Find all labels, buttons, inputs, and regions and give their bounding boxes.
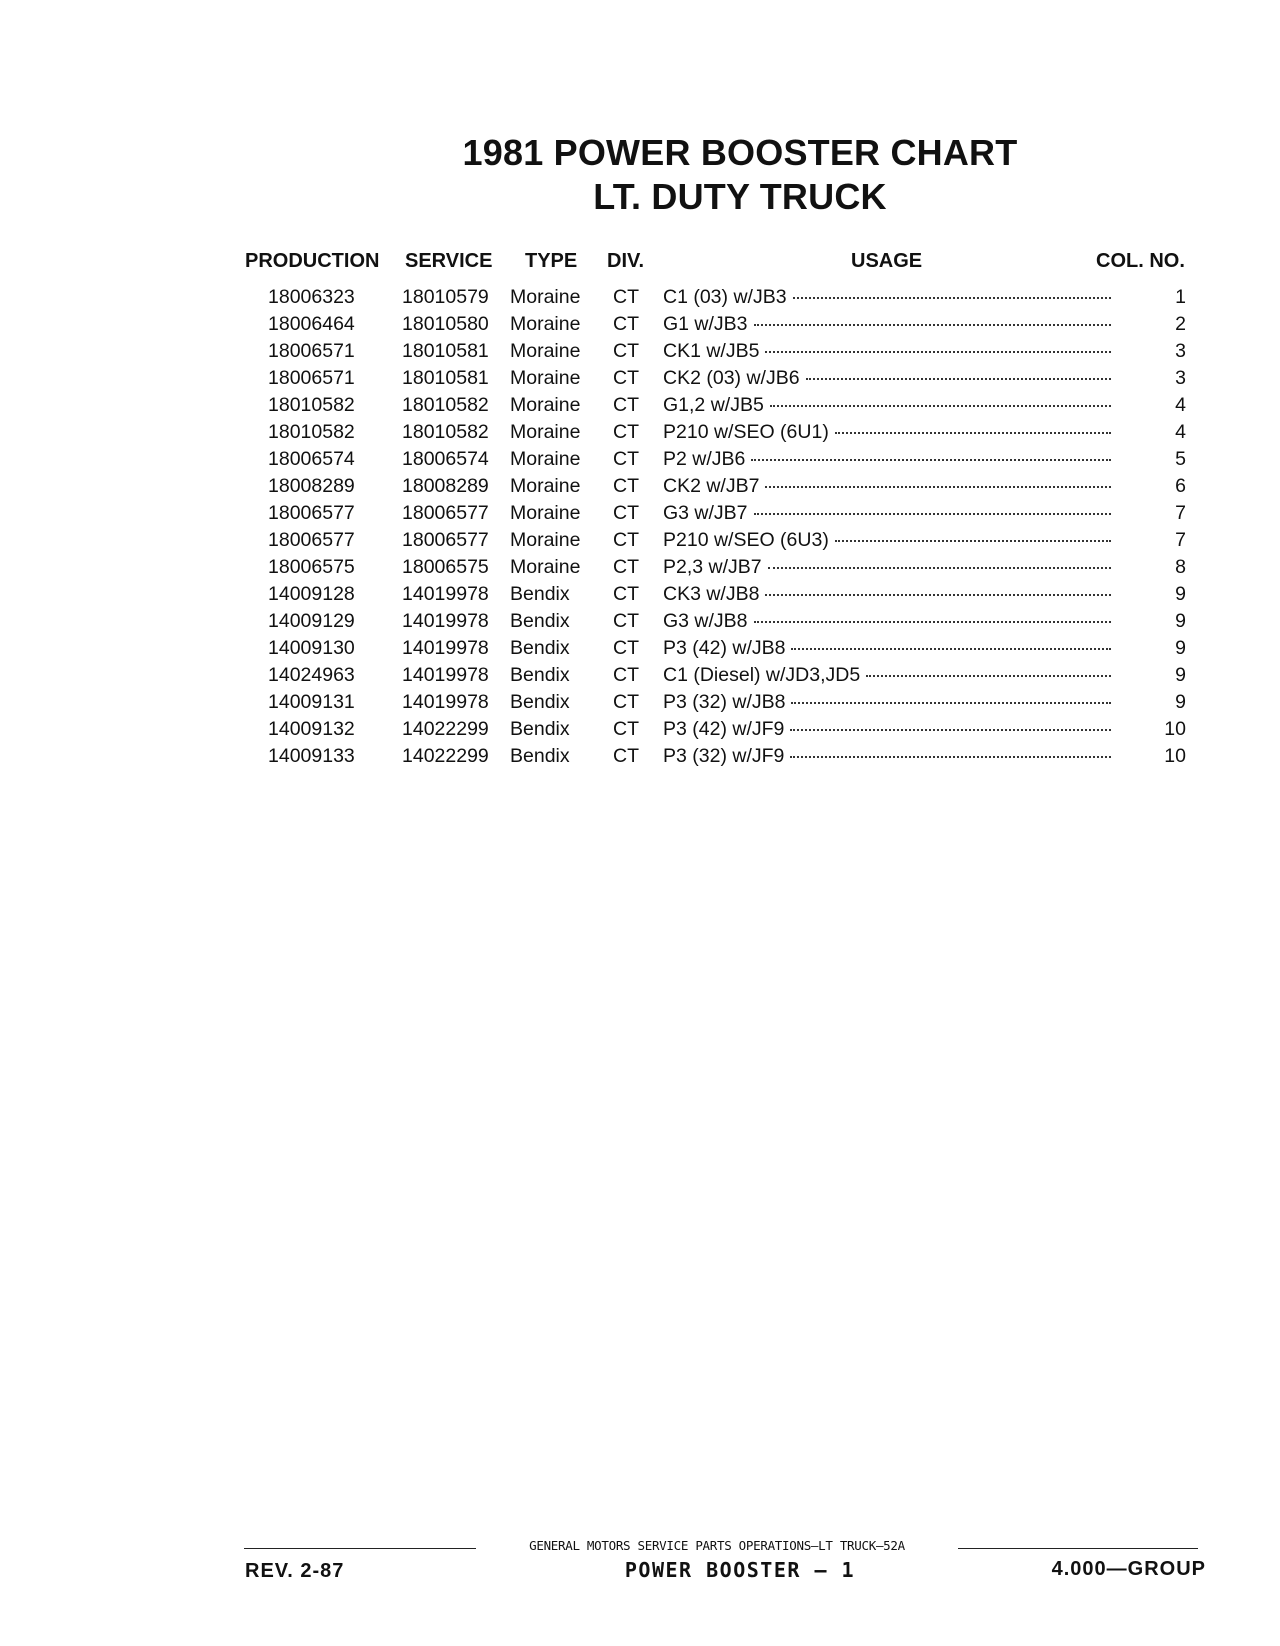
division: CT	[613, 691, 639, 713]
dot-leader	[754, 513, 1111, 515]
dot-leader	[765, 351, 1111, 353]
booster-type: Bendix	[510, 637, 570, 659]
production-number: 18006577	[268, 529, 355, 551]
dot-leader	[793, 297, 1111, 299]
header-div: DIV.	[607, 250, 645, 272]
service-number: 14019978	[402, 637, 489, 659]
table-row	[0, 608, 1280, 635]
booster-type: Bendix	[510, 664, 570, 686]
division: CT	[613, 286, 639, 308]
usage-text: P3 (42) w/JB8	[663, 637, 786, 659]
production-number: 18010582	[268, 394, 355, 416]
usage-text: CK3 w/JB8	[663, 583, 760, 605]
usage-cell	[663, 284, 1113, 311]
usage-text: P3 (32) w/JF9	[663, 745, 785, 767]
division: CT	[613, 718, 639, 740]
service-number: 18010582	[402, 394, 489, 416]
production-number: 14009128	[268, 583, 355, 605]
service-number: 18010580	[402, 313, 489, 335]
dot-leader	[866, 675, 1111, 677]
table-row	[0, 284, 1280, 311]
booster-type: Moraine	[510, 502, 581, 524]
column-number: 9	[1175, 637, 1186, 659]
division: CT	[613, 502, 639, 524]
column-number: 2	[1175, 313, 1186, 335]
dot-leader	[791, 702, 1111, 704]
column-number: 10	[1164, 745, 1186, 767]
usage-cell	[663, 446, 1113, 473]
usage-cell	[663, 662, 1113, 689]
usage-text: P2,3 w/JB7	[663, 556, 762, 578]
service-number: 18008289	[402, 475, 489, 497]
dot-leader	[765, 594, 1111, 596]
table-row	[0, 500, 1280, 527]
service-number: 18010581	[402, 340, 489, 362]
usage-text: P210 w/SEO (6U1)	[663, 421, 829, 443]
column-number: 9	[1175, 664, 1186, 686]
chart-title: 1981 POWER BOOSTER CHART	[462, 132, 1018, 173]
column-number: 4	[1175, 394, 1186, 416]
service-number: 18006574	[402, 448, 489, 470]
usage-cell	[663, 419, 1113, 446]
booster-type: Moraine	[510, 367, 581, 389]
usage-text: CK1 w/JB5	[663, 340, 760, 362]
dot-leader	[770, 405, 1111, 407]
production-number: 14009129	[268, 610, 355, 632]
usage-cell	[663, 743, 1113, 770]
service-number: 18006575	[402, 556, 489, 578]
usage-text: P210 w/SEO (6U3)	[663, 529, 829, 551]
usage-cell	[663, 527, 1113, 554]
division: CT	[613, 556, 639, 578]
column-number: 1	[1175, 286, 1186, 308]
table-row	[0, 473, 1280, 500]
usage-text: C1 (Diesel) w/JD3,JD5	[663, 664, 861, 686]
production-number: 18006323	[268, 286, 355, 308]
production-number: 18006571	[268, 367, 355, 389]
table-row	[0, 554, 1280, 581]
table-row	[0, 689, 1280, 716]
division: CT	[613, 610, 639, 632]
usage-text: G3 w/JB7	[663, 502, 748, 524]
service-number: 18010581	[402, 367, 489, 389]
table-row	[0, 662, 1280, 689]
production-number: 18006575	[268, 556, 355, 578]
booster-type: Moraine	[510, 529, 581, 551]
table-row	[0, 527, 1280, 554]
booster-type: Moraine	[510, 313, 581, 335]
usage-text: G1 w/JB3	[663, 313, 748, 335]
table-row	[0, 419, 1280, 446]
division: CT	[613, 421, 639, 443]
service-number: 14022299	[402, 745, 489, 767]
usage-cell	[663, 338, 1113, 365]
booster-type: Moraine	[510, 394, 581, 416]
production-number: 18006577	[268, 502, 355, 524]
division: CT	[613, 529, 639, 551]
table-row	[0, 446, 1280, 473]
header-col-no: COL. NO.	[1096, 250, 1185, 272]
header-service: SERVICE	[405, 250, 493, 272]
usage-cell	[663, 554, 1113, 581]
production-number: 14009133	[268, 745, 355, 767]
dot-leader	[835, 432, 1111, 434]
column-number: 10	[1164, 718, 1186, 740]
production-number: 14009132	[268, 718, 355, 740]
production-number: 18006464	[268, 313, 355, 335]
production-number: 18006574	[268, 448, 355, 470]
dot-leader	[765, 486, 1111, 488]
booster-type: Bendix	[510, 745, 570, 767]
table-row	[0, 635, 1280, 662]
booster-type: Bendix	[510, 691, 570, 713]
usage-text: G1,2 w/JB5	[663, 394, 764, 416]
division: CT	[613, 745, 639, 767]
usage-text: CK2 (03) w/JB6	[663, 367, 800, 389]
header-type: TYPE	[525, 250, 578, 272]
parts-table	[0, 284, 1280, 770]
service-number: 14019978	[402, 610, 489, 632]
column-number: 7	[1175, 529, 1186, 551]
division: CT	[613, 664, 639, 686]
production-number: 18006571	[268, 340, 355, 362]
usage-text: C1 (03) w/JB3	[663, 286, 787, 308]
division: CT	[613, 637, 639, 659]
production-number: 14009131	[268, 691, 355, 713]
usage-cell	[663, 365, 1113, 392]
usage-cell	[663, 689, 1113, 716]
production-number: 18010582	[268, 421, 355, 443]
dot-leader	[754, 621, 1111, 623]
footer-section: POWER BOOSTER — 1	[624, 1558, 856, 1582]
usage-cell	[663, 635, 1113, 662]
service-number: 14019978	[402, 664, 489, 686]
production-number: 14009130	[268, 637, 355, 659]
usage-text: P3 (32) w/JB8	[663, 691, 786, 713]
column-number: 6	[1175, 475, 1186, 497]
column-number: 7	[1175, 502, 1186, 524]
service-number: 18006577	[402, 502, 489, 524]
booster-type: Bendix	[510, 583, 570, 605]
column-number: 3	[1175, 340, 1186, 362]
booster-type: Bendix	[510, 718, 570, 740]
service-number: 14019978	[402, 583, 489, 605]
dot-leader	[806, 378, 1111, 380]
column-number: 5	[1175, 448, 1186, 470]
booster-type: Moraine	[510, 340, 581, 362]
usage-text: CK2 w/JB7	[663, 475, 760, 497]
header-production: PRODUCTION	[245, 250, 380, 272]
usage-cell	[663, 473, 1113, 500]
footer-publisher: GENERAL MOTORS SERVICE PARTS OPERATIONS—LT TRUCK—52A	[529, 1538, 905, 1553]
header-usage: USAGE	[851, 250, 923, 272]
booster-type: Moraine	[510, 421, 581, 443]
table-row	[0, 311, 1280, 338]
footer-rule-left	[244, 1548, 476, 1549]
production-number: 18008289	[268, 475, 355, 497]
usage-cell	[663, 608, 1113, 635]
service-number: 18010582	[402, 421, 489, 443]
dot-leader	[835, 540, 1111, 542]
column-number: 9	[1175, 691, 1186, 713]
booster-type: Bendix	[510, 610, 570, 632]
service-number: 18006577	[402, 529, 489, 551]
footer-group: 4.000—GROUP	[1051, 1558, 1206, 1580]
division: CT	[613, 583, 639, 605]
usage-text: P2 w/JB6	[663, 448, 746, 470]
usage-cell	[663, 581, 1113, 608]
table-row	[0, 392, 1280, 419]
dot-leader	[768, 567, 1111, 569]
column-number: 8	[1175, 556, 1186, 578]
dot-leader	[791, 648, 1111, 650]
division: CT	[613, 340, 639, 362]
column-number: 9	[1175, 583, 1186, 605]
division: CT	[613, 367, 639, 389]
table-row	[0, 743, 1280, 770]
column-number: 9	[1175, 610, 1186, 632]
booster-type: Moraine	[510, 448, 581, 470]
division: CT	[613, 475, 639, 497]
dot-leader	[790, 729, 1111, 731]
dot-leader	[754, 324, 1111, 326]
booster-type: Moraine	[510, 556, 581, 578]
usage-cell	[663, 500, 1113, 527]
table-row	[0, 716, 1280, 743]
booster-type: Moraine	[510, 286, 581, 308]
chart-subtitle: LT. DUTY TRUCK	[593, 176, 887, 217]
table-row	[0, 338, 1280, 365]
dot-leader	[751, 459, 1111, 461]
division: CT	[613, 313, 639, 335]
service-number: 14019978	[402, 691, 489, 713]
usage-text: P3 (42) w/JF9	[663, 718, 785, 740]
usage-cell	[663, 311, 1113, 338]
column-number: 3	[1175, 367, 1186, 389]
division: CT	[613, 394, 639, 416]
booster-type: Moraine	[510, 475, 581, 497]
table-row	[0, 581, 1280, 608]
production-number: 14024963	[268, 664, 355, 686]
dot-leader	[790, 756, 1111, 758]
service-number: 14022299	[402, 718, 489, 740]
usage-text: G3 w/JB8	[663, 610, 748, 632]
table-row	[0, 365, 1280, 392]
column-number: 4	[1175, 421, 1186, 443]
service-number: 18010579	[402, 286, 489, 308]
usage-cell	[663, 392, 1113, 419]
division: CT	[613, 448, 639, 470]
footer-revision: REV. 2-87	[245, 1560, 345, 1582]
usage-cell	[663, 716, 1113, 743]
footer-rule-right	[958, 1548, 1198, 1549]
